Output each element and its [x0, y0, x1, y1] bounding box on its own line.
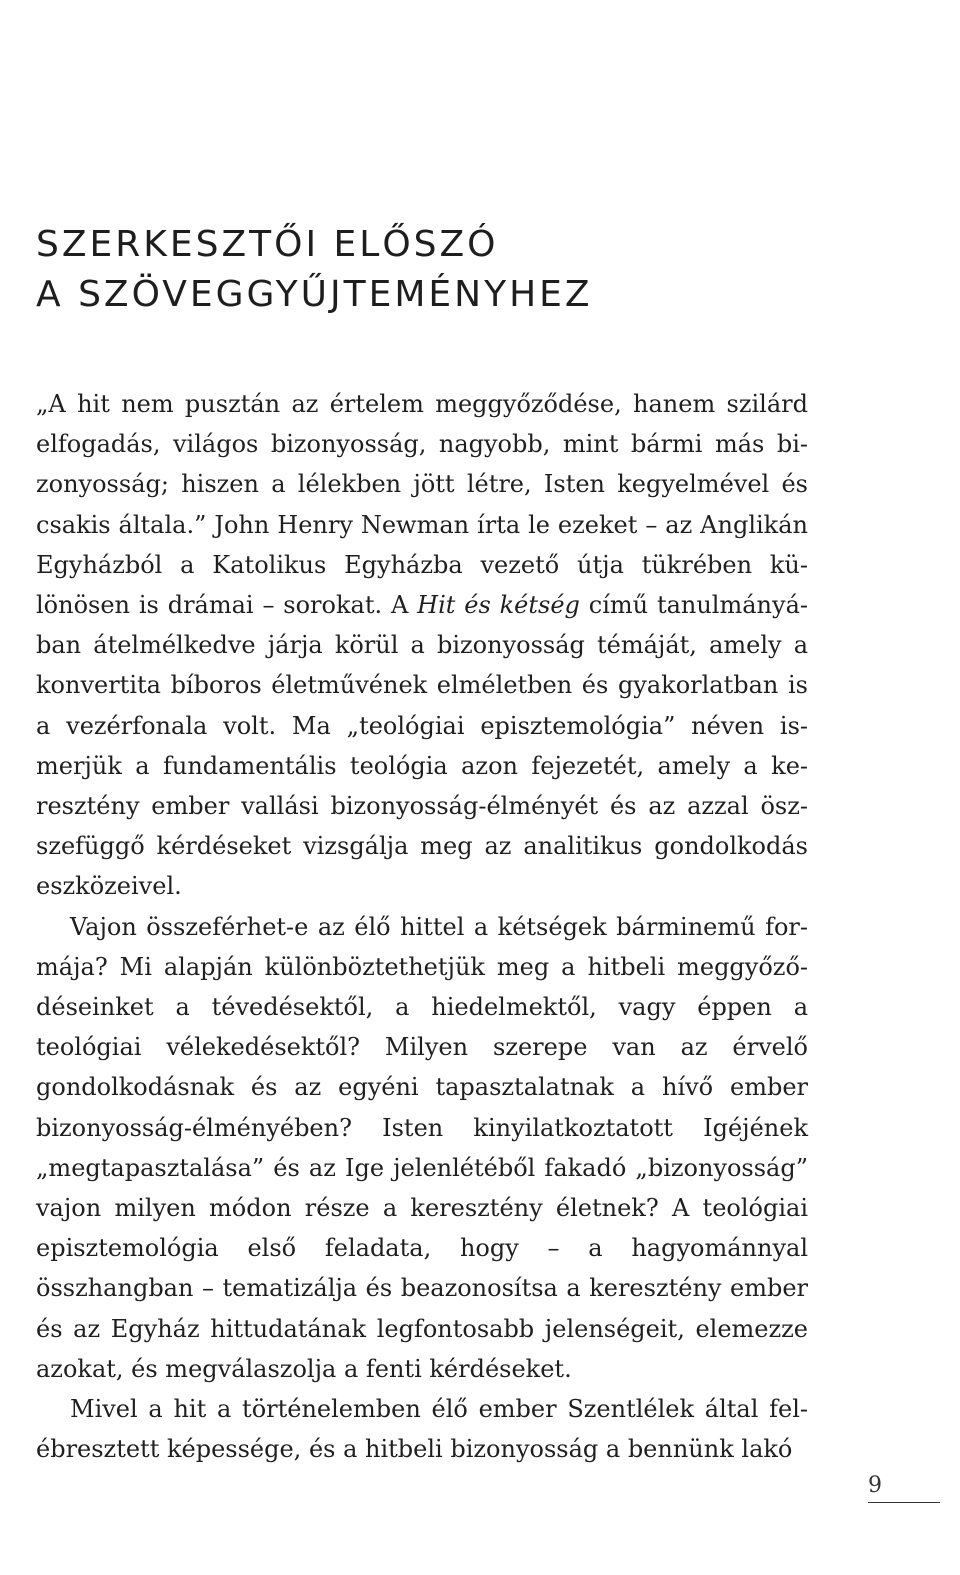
body-text: [36, 384, 808, 1469]
chapter-heading-line-2: A SZÖVEGGYŰJTEMÉNYHEZ: [36, 274, 593, 315]
paragraph-3: Mivel a hit a történelemben élő ember Szentlélek által felébresztett képessége, és a hitbeli bizonyosság a bennünk lakó: [36, 1395, 808, 1464]
paragraph-1-text-end: című tanulmányában átelmélkedve járja körül a bizonyosság témáját, amely a konvertita bíboros életművének elméletben és gyakorlatban is a vezérfonala volt. Ma „teológiai episztemológia” néven ismerjük a fundamentális teológia azon fejezetét, amely a keresztény ember vallási bizonyosság-élményét és az azzal öszszefüggő kérdéseket vizsgálja meg az analitikus gondolkodás eszközeivel.: [36, 591, 808, 901]
paragraph-1-text-start: „A hit nem pusztán az értelem meggyőződése, hanem szilárd elfogadás, világos bizonyosság, nagyobb, mint bármi más bizonyosság; hiszen a lélekben jött létre, Isten kegyelmével és csakis általa.” John Henry Newman írta le ezeket – az Anglikán Egyházból a Katolikus Egyházba vezető útja tükrében különösen is drámai – sorokat. A: [36, 390, 808, 620]
chapter-heading-line-1: SZERKESZTŐI ELŐSZÓ: [36, 224, 499, 265]
chapter-heading: [36, 220, 896, 320]
paragraph-1: [36, 384, 808, 907]
page-number: 9: [868, 1473, 882, 1498]
page-number-rule: [868, 1502, 940, 1503]
paragraph-2: Vajon összeférhet-e az élő hittel a kétségek bárminemű formája? Mi alapján különböztethetjük meg a hitbeli meggyőződéseinket a tévedésektől, a hiedelmektől, vagy éppen a teológiai vélekedésektől? Milyen szerepe van az érvelő gondolkodásnak és az egyéni tapasztalatnak a hívő ember bizonyosság-élményében? Isten kinyilatkoztatott Igéjének „megtapasztalása” és az Ige jelenlétéből fakadó „bizonyosság” vajon milyen módon része a keresztény életnek? A teológiai episztemológia első feladata, hogy – a hagyománnyal összhangban – tematizálja és beazonosítsa a keresztény ember és az Egyház hittudatának legfontosabb jelenségeit, elemezze azokat, és megválaszolja a fenti kérdéseket.: [36, 912, 808, 1383]
italic-work-title: Hit és kétség: [417, 591, 580, 620]
